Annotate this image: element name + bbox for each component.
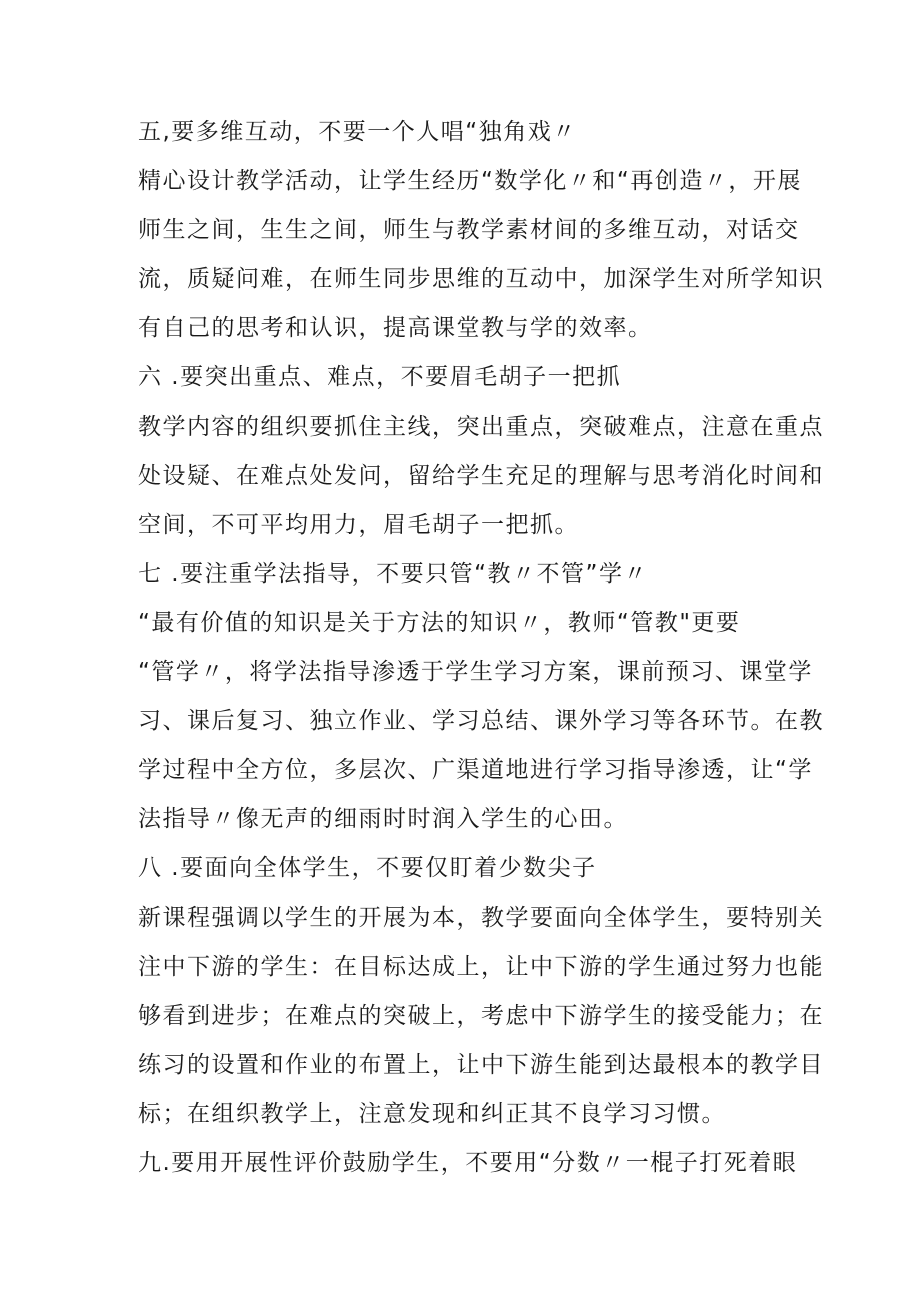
paragraph-line: 标；在组织教学上，注意发现和纠正其不良学习习惯。 [138, 1100, 726, 1127]
paragraph-line: 有自己的思考和认识，提高课堂教与学的效率。 [138, 315, 653, 342]
paragraph-line: 新课程强调以学生的开展为本，教学要面向全体学生，要特别关 [138, 904, 824, 931]
paragraph-line: 师生之间，生生之间，师生与教学素材间的多维互动，对话交 [138, 217, 800, 244]
paragraph-line: 流，质疑问难，在师生同步思维的互动中，加深学生对所学知识 [138, 266, 824, 293]
paragraph-line: 够看到进步；在难点的突破上，考虑中下游学生的接受能力；在 [138, 1002, 824, 1029]
heading-line: 六 .要突出重点、难点，不要眉毛胡子一把抓 [138, 364, 622, 391]
heading-line: 七 .要注重学法指导，不要只管“教〃不管”学〃 [138, 560, 648, 587]
paragraph-line: 练习的设置和作业的布置上，让中下游生能到达最根本的教学目 [138, 1051, 824, 1078]
paragraph-line: 习、课后复习、独立作业、学习总结、课外学习等各环节。在教 [138, 708, 824, 735]
paragraph-line: “最有价值的知识是关于方法的知识〃，教师“管教"更要 [138, 609, 741, 636]
paragraph-line: 教学内容的组织要抓住主线，突出重点，突破难点，注意在重点 [138, 413, 824, 440]
paragraph-line: 空间，不可平均用力，眉毛胡子一把抓。 [138, 511, 579, 538]
heading-line: 五,要多维互动，不要一个人唱“独角戏〃 [138, 119, 577, 145]
paragraph-line: 处设疑、在难点处发问，留给学生充足的理解与思考消化时间和 [138, 462, 824, 489]
paragraph-line: 法指导〃像无声的细雨时时润入学生的心田。 [138, 806, 628, 833]
paragraph-line: “管学〃，将学法指导渗透于学生学习方案，课前预习、课堂学 [138, 659, 813, 686]
paragraph-line: 精心设计教学活动，让学生经历“数学化〃和“再创造〃，开展 [138, 168, 802, 195]
heading-line: 八 .要面向全体学生，不要仅盯着少数尖子 [138, 855, 597, 882]
paragraph-line: 学过程中全方位，多层次、广渠道地进行学习指导渗透，让“学 [138, 757, 813, 784]
document-body [138, 108, 824, 1188]
heading-line: 九.要用开展性评价鼓励学生，不要用“分数〃一棍子打死着眼 [138, 1149, 798, 1176]
paragraph-line: 注中下游的学生：在目标达成上，让中下游的学生通过努力也能 [138, 953, 824, 980]
